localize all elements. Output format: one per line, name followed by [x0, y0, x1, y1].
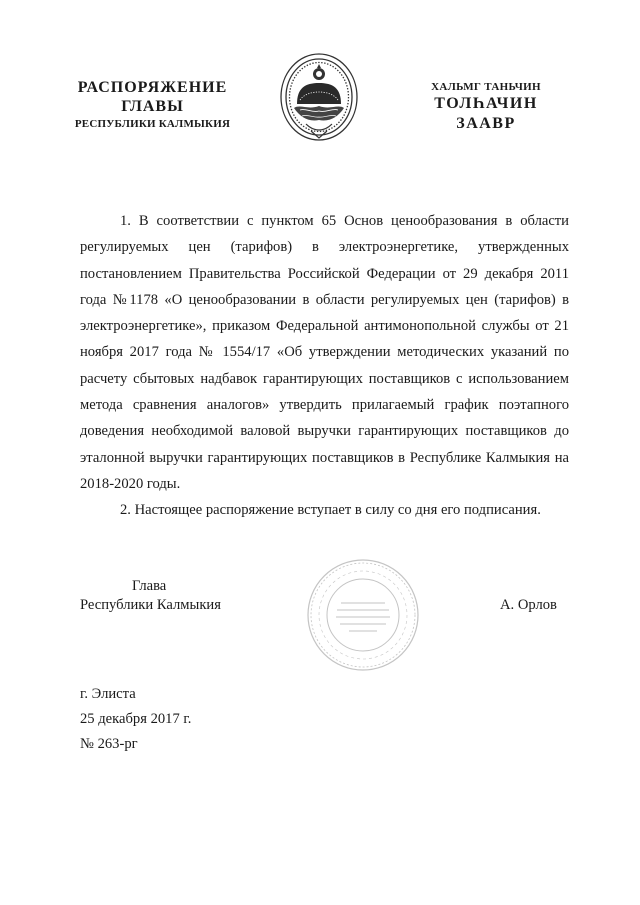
document-number: № 263-рг: [80, 736, 138, 752]
kalmyk-language-header: [412, 80, 560, 134]
kalmyk-issuer-title: ТОЛҺАЧИН: [434, 95, 538, 112]
signatory-position: [80, 577, 221, 615]
paragraph-2: 2. Настоящее распоряжение вступает в силу со дня его подписания.: [120, 502, 541, 519]
document-type-title: РАСПОРЯЖЕНИЕ: [77, 79, 228, 96]
document-type-header: [70, 78, 235, 132]
signatory-title-line2: Республики Калмыкия: [80, 597, 221, 613]
issue-date: 25 декабря 2017 г.: [80, 711, 192, 727]
kalmykia-coat-of-arms-icon: [276, 50, 362, 146]
order-body: [80, 208, 569, 524]
official-seal-stamp-icon: [305, 557, 421, 673]
issuer-region: РЕСПУБЛИКИ КАЛМЫКИЯ: [74, 118, 231, 130]
kalmyk-document-type: ЗААВР: [456, 115, 516, 132]
kalmyk-region-title: ХАЛЬМГ ТАНЬЧИН: [431, 81, 541, 93]
issuer-title: ГЛАВЫ: [121, 98, 184, 115]
document-footer: [80, 682, 191, 757]
signatory-title-line1: Глава: [132, 578, 167, 594]
signatory-name: А. Орлов: [500, 597, 557, 613]
issue-place: г. Элиста: [80, 686, 136, 702]
paragraph-1: 1. В соответствии с пунктом 65 Основ ценообразования в области регулируемых цен (тарифов) в электроэнергетике, утвержденных постановлением Правительства Российской Федерации от 29 декабря 2011 года №1178 «О ценообразовании в области регулируемых цен (тарифов) в электроэнергетике», приказом Федеральной антимонопольной службы от 21 ноября 2017 года № 1554/17 «Об утверждении методических указаний по расчету сбытовых надбавок гарантирующих поставщиков с использованием метода сравнения аналогов» утвердить прилагаемый график поэтапного доведения необходимой валовой выручки гарантирующих поставщиков до эталонной выручки гарантирующих поставщиков в Республике Калмыкия на 2018-2020 годы.: [80, 213, 569, 492]
